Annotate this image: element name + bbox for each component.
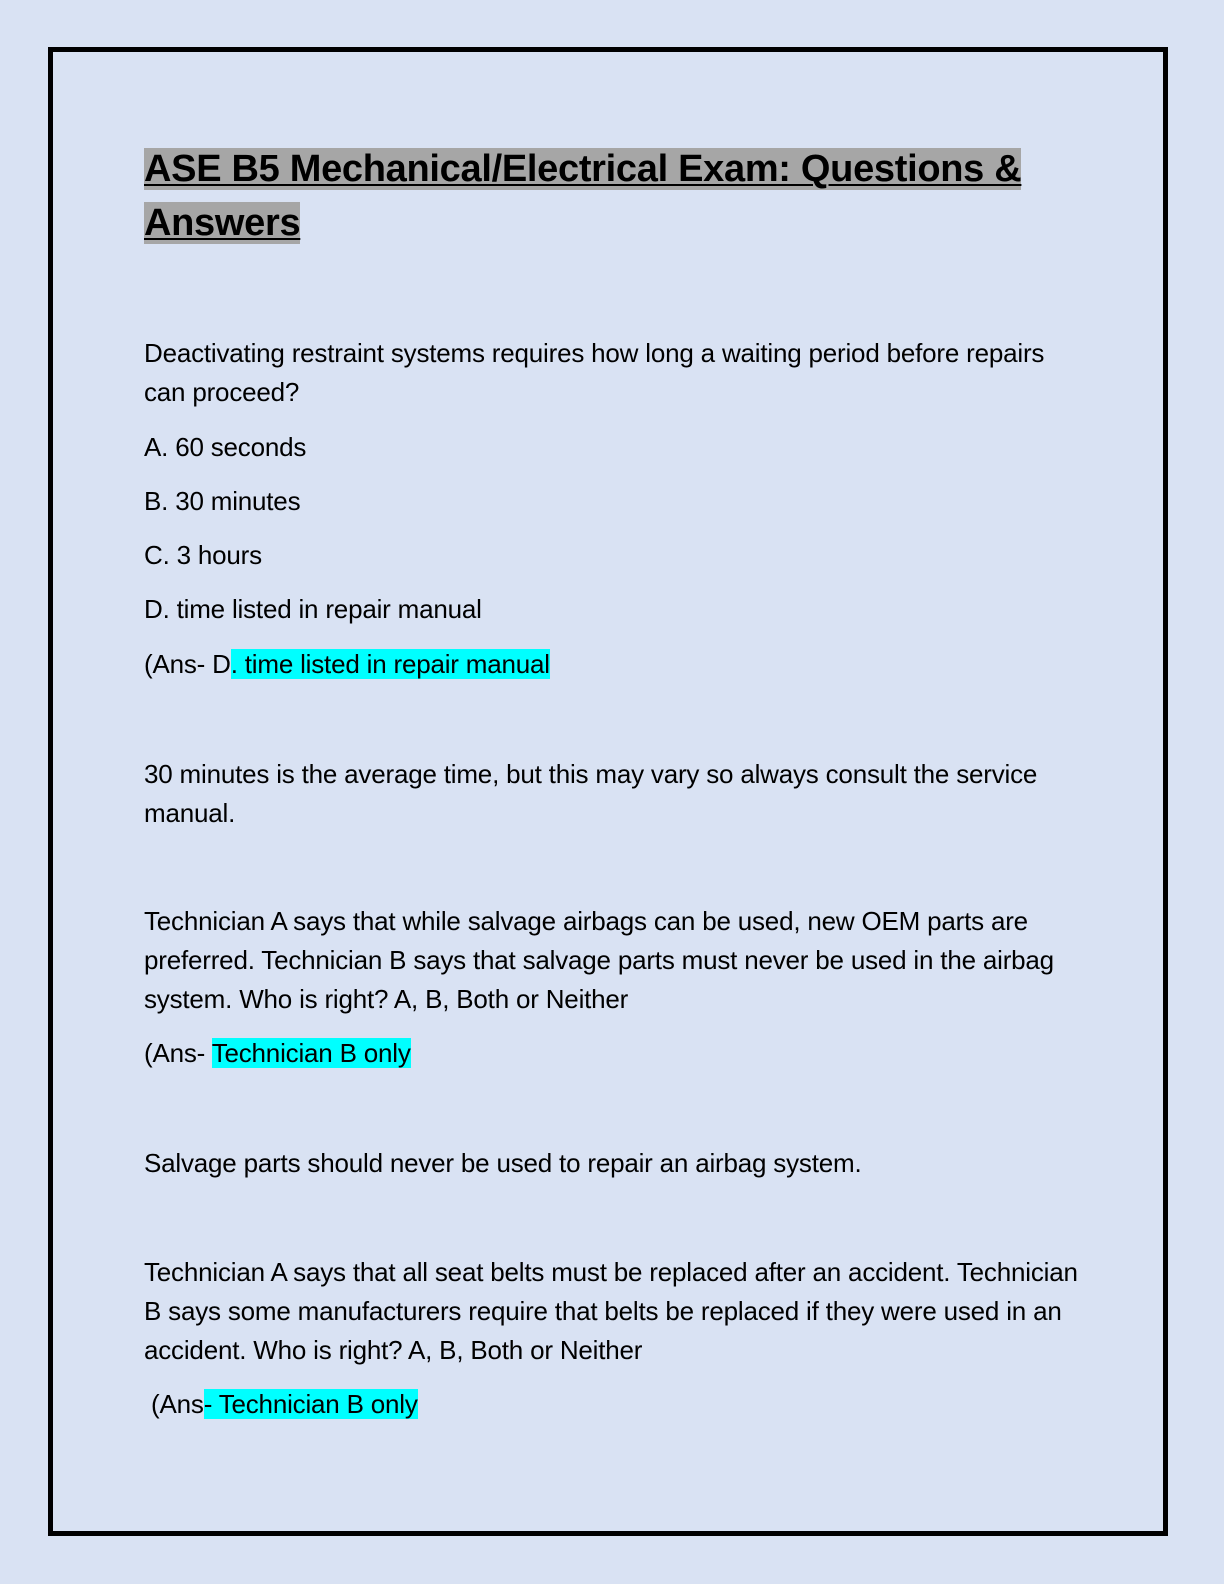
q2-question: Technician A says that while salvage airbags can be used, new OEM parts are preferred. Technician B says that salvage parts must never be used in the airbag system. Who is right? A, B, Both or Neither bbox=[144, 906, 1054, 1014]
document-title bbox=[144, 142, 1044, 250]
q1-option-a: A. 60 seconds bbox=[144, 432, 307, 462]
q2-answer-prefix: (Ans- bbox=[144, 1038, 212, 1068]
q1-answer-prefix: (Ans- D bbox=[144, 649, 231, 679]
q3-question: Technician A says that all seat belts must be replaced after an accident. Technician B says some manufacturers require that belts be replaced if they were used in an accident. Who is right? A, B, Both or Neither bbox=[144, 1257, 1078, 1365]
q1-explanation: 30 minutes is the average time, but this may vary so always consult the service manual. bbox=[144, 759, 1038, 828]
q2-explanation: Salvage parts should never be used to repair an airbag system. bbox=[144, 1148, 862, 1178]
q1-question: Deactivating restraint systems requires how long a waiting period before repairs can proceed? bbox=[144, 338, 1045, 407]
q1-option-d: D. time listed in repair manual bbox=[144, 594, 482, 624]
q1-option-c: C. 3 hours bbox=[144, 540, 262, 570]
q3-answer-highlight: - Technician B only bbox=[203, 1389, 418, 1419]
q2-answer-highlight: Technician B only bbox=[211, 1038, 411, 1068]
q3-answer-prefix: (Ans bbox=[144, 1389, 204, 1419]
q1-option-b: B. 30 minutes bbox=[144, 486, 301, 516]
q1-answer bbox=[144, 645, 1084, 684]
q1-answer-highlight: . time listed in repair manual bbox=[230, 649, 550, 679]
document-title-text: ASE B5 Mechanical/Electrical Exam: Questions & Answers bbox=[144, 148, 1022, 244]
q3-answer bbox=[144, 1385, 1084, 1424]
q2-answer bbox=[144, 1034, 1084, 1073]
